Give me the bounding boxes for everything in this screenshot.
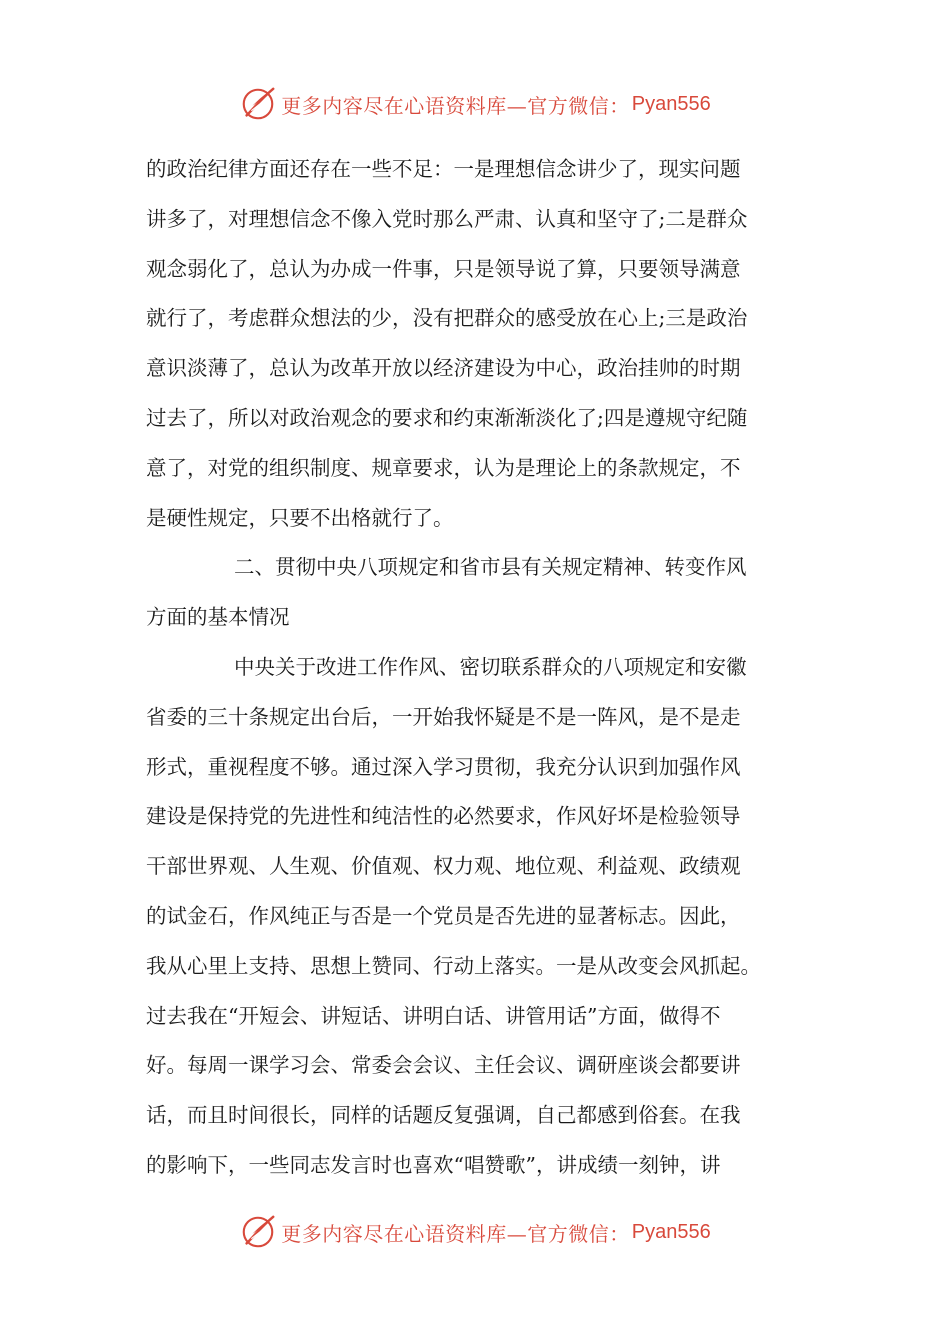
footer-wechat-id: Pyan556 — [631, 1220, 711, 1243]
body-line: 我从心里上支持、思想上赞同、行动上落实。一是从改变会风抓起。 — [146, 953, 761, 978]
body-line: 讲多了，对理想信念不像入党时那么严肃、认真和坚守了;二是群众 — [146, 206, 748, 231]
body-line: 过去了，所以对政治观念的要求和约束渐渐淡化了;四是遵规守纪随 — [146, 405, 748, 430]
body-line: 省委的三十条规定出台后，一开始我怀疑是不是一阵风，是不是走 — [146, 704, 741, 729]
body-line: 是硬性规定，只要不出格就行了。 — [146, 505, 454, 530]
body-line: 意识淡薄了，总认为改革开放以经济建设为中心，政治挂帅的时期 — [146, 356, 741, 381]
body-line: 的影响下，一些同志发言时也喜欢“唱赞歌”，讲成绩一刻钟，讲 — [146, 1152, 721, 1177]
body-line: 就行了，考虑群众想法的少，没有把群众的感受放在心上;三是政治 — [146, 306, 748, 331]
footer-brand-text: 更多内容尽在心语资料库—官方微信： — [281, 1221, 630, 1246]
body-line: 的政治纪律方面还存在一些不足：一是理想信念讲少了，现实问题 — [146, 157, 741, 181]
body-line: 中央关于改进工作作风、密切联系群众的八项规定和安徽 — [234, 654, 747, 679]
quill-pen-logo-icon — [239, 1213, 277, 1251]
body-line: 好。每周一课学习会、常委会会议、主任会议、调研座谈会都要讲 — [146, 1053, 741, 1078]
section-heading-line: 二、贯彻中央八项规定和省市县有关规定精神、转变作风 — [234, 555, 747, 580]
body-line: 形式，重视程度不够。通过深入学习贯彻，我充分认识到加强作风 — [146, 754, 741, 779]
body-line: 建设是保持党的先进性和纯洁性的必然要求，作风好坏是检验领导 — [146, 804, 741, 829]
body-line: 话，而且时间很长，同样的话题反复强调，自己都感到俗套。在我 — [146, 1103, 741, 1128]
body-line: 的试金石，作风纯正与否是一个党员是否先进的显著标志。因此， — [146, 903, 741, 928]
body-line: 干部世界观、人生观、价值观、权力观、地位观、利益观、政绩观 — [146, 854, 741, 879]
body-line: 意了，对党的组织制度、规章要求，认为是理论上的条款规定，不 — [146, 455, 741, 480]
header-watermark-banner — [0, 82, 950, 126]
section-heading-line: 方面的基本情况 — [146, 605, 290, 630]
header-wechat-id: Pyan556 — [631, 92, 711, 115]
header-brand-text: 更多内容尽在心语资料库—官方微信： — [281, 93, 630, 118]
document-body — [146, 145, 846, 1191]
footer-watermark-banner — [0, 1210, 950, 1254]
quill-pen-logo-icon — [239, 85, 277, 123]
body-line: 过去我在“开短会、讲短话、讲明白话、讲管用话”方面，做得不 — [146, 1003, 721, 1028]
body-line: 观念弱化了，总认为办成一件事，只是领导说了算，只要领导满意 — [146, 256, 741, 281]
